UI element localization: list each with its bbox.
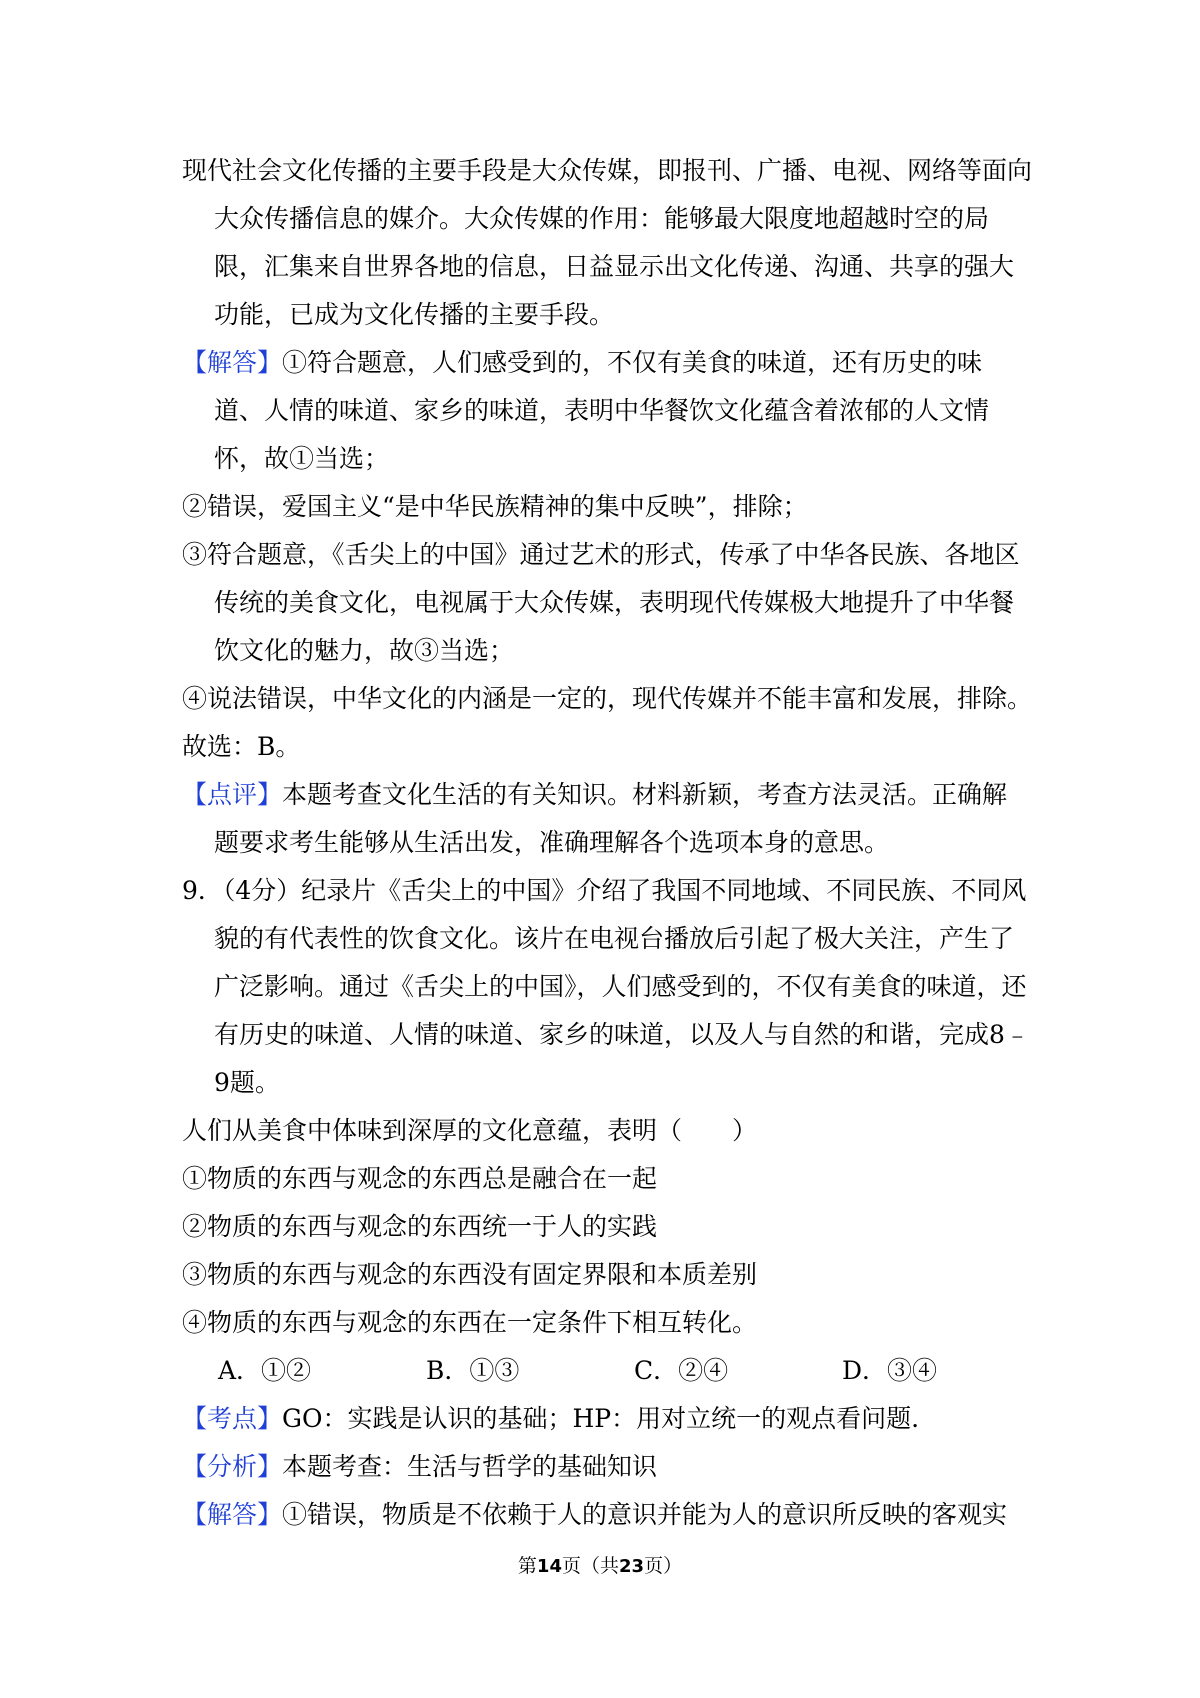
- statement-1: [182, 1155, 1032, 1203]
- page-footer: [0, 1554, 1200, 1579]
- statement-2-text: ②物质的东西与观念的东西统一于人的实践: [182, 1212, 658, 1241]
- footer-prefix: 第: [517, 1555, 537, 1577]
- answer-options: [182, 1347, 1032, 1395]
- point-4: [182, 675, 1032, 723]
- footer-middle: 页（共: [561, 1555, 619, 1577]
- statement-3: [182, 1251, 1032, 1299]
- statement-1-text: ①物质的东西与观念的东西总是融合在一起: [182, 1164, 658, 1193]
- statement-4-text: ④物质的东西与观念的东西在一定条件下相互转化。: [182, 1308, 758, 1337]
- footer-page-number: 14: [536, 1556, 562, 1577]
- footer-suffix: 页）: [644, 1555, 683, 1577]
- point-4-text: ④说法错误，中华文化的内涵是一定的，现代传媒并不能丰富和发展，排除。: [182, 684, 1033, 713]
- point-3: [182, 531, 1032, 675]
- option-b: B．①③: [426, 1356, 520, 1385]
- knowledge-point-text: GO：实践是认识的基础；HP：用对立统一的观点看问题.: [282, 1404, 920, 1433]
- paragraph-media-intro: [182, 147, 1032, 339]
- comment-tag: 【点评】: [182, 780, 283, 809]
- question-stem: [182, 1107, 1032, 1155]
- knowledge-point-paragraph: [182, 1395, 1032, 1443]
- answer-paragraph: [182, 339, 1032, 483]
- analysis-tag: 【分析】: [182, 1452, 283, 1481]
- page-content: [182, 147, 1032, 1539]
- answer-tag: 【解答】: [182, 348, 283, 377]
- option-a: A．①②: [218, 1356, 312, 1385]
- question-9: [182, 867, 1032, 1107]
- answer-text-2: ①错误，物质是不依赖于人的意识并能为人的意识所反映的客观实: [282, 1500, 1008, 1529]
- point-2: [182, 483, 1032, 531]
- statement-3-text: ③物质的东西与观念的东西没有固定界限和本质差别: [182, 1260, 758, 1289]
- selection-result-text: 故选：B。: [182, 732, 301, 761]
- option-d: D．③④: [842, 1356, 938, 1385]
- comment-text: 本题考查文化生活的有关知识。材料新颖，考查方法灵活。正确解题要求考生能够从生活出发，准确理解各个选项本身的意思。: [214, 780, 1008, 857]
- answer-paragraph-2: [182, 1491, 1032, 1539]
- question-9-text: 9．（4分）纪录片《舌尖上的中国》介绍了我国不同地域、不同民族、不同风貌的有代表性的饮食文化。该片在电视台播放后引起了极大关注，产生了广泛影响。通过《舌尖上的中国》，人们感受到的，不仅有美食的味道，还有历史的味道、人情的味道、家乡的味道，以及人与自然的和谐，完成8﹣9题。: [182, 876, 1030, 1097]
- point-2-text: ②错误，爱国主义“是中华民族精神的集中反映”，排除；: [182, 492, 808, 521]
- footer-total-pages: 23: [619, 1556, 645, 1577]
- statement-4: [182, 1299, 1032, 1347]
- statement-2: [182, 1203, 1032, 1251]
- analysis-paragraph: [182, 1443, 1032, 1491]
- paragraph-text: 现代社会文化传播的主要手段是大众传媒，即报刊、广播、电视、网络等面向大众传播信息的媒介。大众传媒的作用：能够最大限度地超越时空的局限，汇集来自世界各地的信息，日益显示出文化传递、沟通、共享的强大功能，已成为文化传播的主要手段。: [182, 156, 1033, 329]
- analysis-text: 本题考查：生活与哲学的基础知识: [282, 1452, 658, 1481]
- question-stem-text: 人们从美食中体味到深厚的文化意蕴，表明（ ）: [182, 1116, 758, 1145]
- point-3-text: ③符合题意，《舌尖上的中国》通过艺术的形式，传承了中华各民族、各地区传统的美食文化，电视属于大众传媒，表明现代传媒极大地提升了中华餐饮文化的魅力，故③当选；: [182, 540, 1020, 665]
- answer-tag-2: 【解答】: [182, 1500, 283, 1529]
- option-c: C．②④: [634, 1356, 729, 1385]
- knowledge-point-tag: 【考点】: [182, 1404, 283, 1433]
- selection-result: [182, 723, 1032, 771]
- comment-paragraph: [182, 771, 1032, 867]
- answer-text: ①符合题意，人们感受到的，不仅有美食的味道，还有历史的味道、人情的味道、家乡的味道，表明中华餐饮文化蕴含着浓郁的人文情怀，故①当选；: [214, 348, 990, 473]
